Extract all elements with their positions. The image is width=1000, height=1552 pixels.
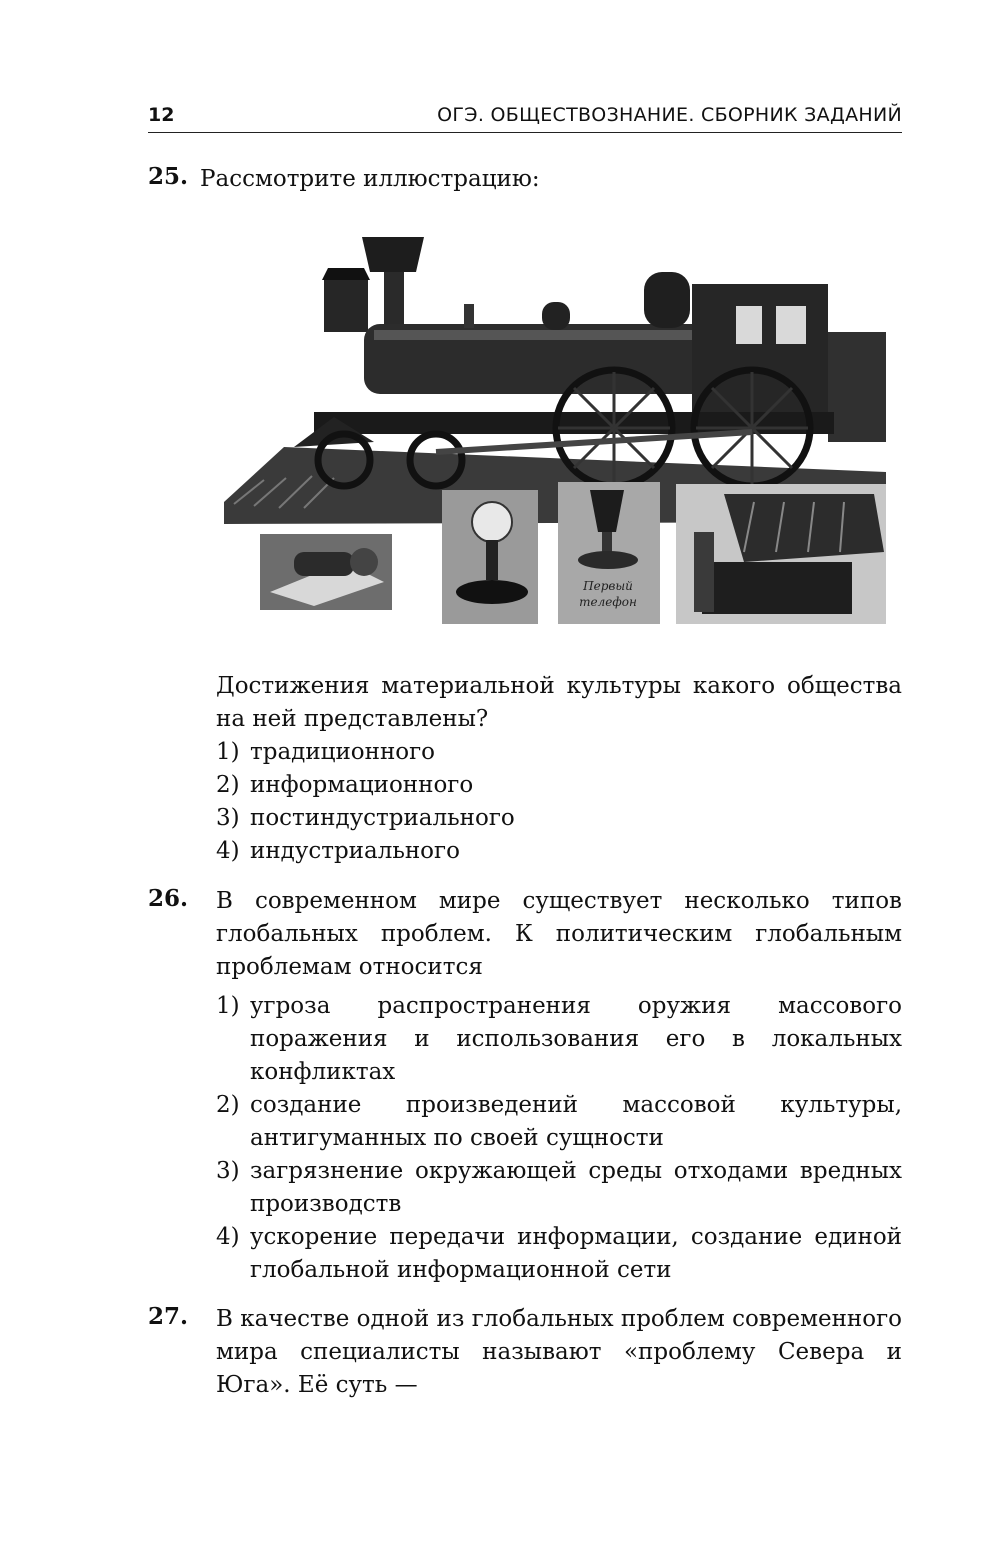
industrial-inventions-illustration bbox=[224, 232, 886, 624]
option-item: 4) индустриального bbox=[216, 838, 460, 864]
locomotive-image bbox=[224, 232, 886, 524]
question-26-options bbox=[216, 990, 902, 1287]
question-25-number: 25. bbox=[148, 163, 189, 190]
option-item: 3) загрязнение окружающей среды отходами вредных производств bbox=[216, 1158, 902, 1217]
question-26-number: 26. bbox=[148, 885, 189, 912]
light-bulb-image bbox=[442, 490, 538, 624]
option-item: 2) информационного bbox=[216, 772, 474, 798]
question-25-options bbox=[216, 736, 902, 868]
first-telephone-image bbox=[558, 482, 660, 624]
option-item: 2) создание произведений массовой культуры, антигуманных по своей сущности bbox=[216, 1092, 902, 1151]
question-26-stem: В современном мире существует несколько типов глобальных проблем. К политическим глобальным проблемам относится bbox=[216, 888, 902, 980]
telephone-caption-2: телефон bbox=[579, 595, 637, 609]
option-item: 3) постиндустриального bbox=[216, 805, 515, 831]
question-25-stem: Рассмотрите иллюстрацию: bbox=[200, 166, 540, 192]
typewriter-image bbox=[676, 484, 886, 624]
header-rule bbox=[148, 132, 902, 133]
phonograph-image bbox=[260, 534, 392, 610]
question-27-stem: В качестве одной из глобальных проблем современного мира специалисты называют «проблему Севера и Юга». Её суть — bbox=[216, 1306, 902, 1398]
option-item: 1) угроза распространения оружия массового поражения и использования его в локальных конфликтах bbox=[216, 993, 902, 1085]
running-title: ОГЭ. ОБЩЕСТВОЗНАНИЕ. СБОРНИК ЗАДАНИЙ bbox=[437, 104, 902, 126]
option-item: 4) ускорение передачи информации, создание единой глобальной информационной сети bbox=[216, 1224, 902, 1283]
page-number: 12 bbox=[148, 104, 175, 126]
telephone-caption: Первый bbox=[583, 579, 633, 593]
question-27-number: 27. bbox=[148, 1303, 189, 1330]
option-item: 1) традиционного bbox=[216, 739, 436, 765]
question-25-text: Достижения материальной культуры какого общества на ней представлены? bbox=[216, 673, 902, 732]
